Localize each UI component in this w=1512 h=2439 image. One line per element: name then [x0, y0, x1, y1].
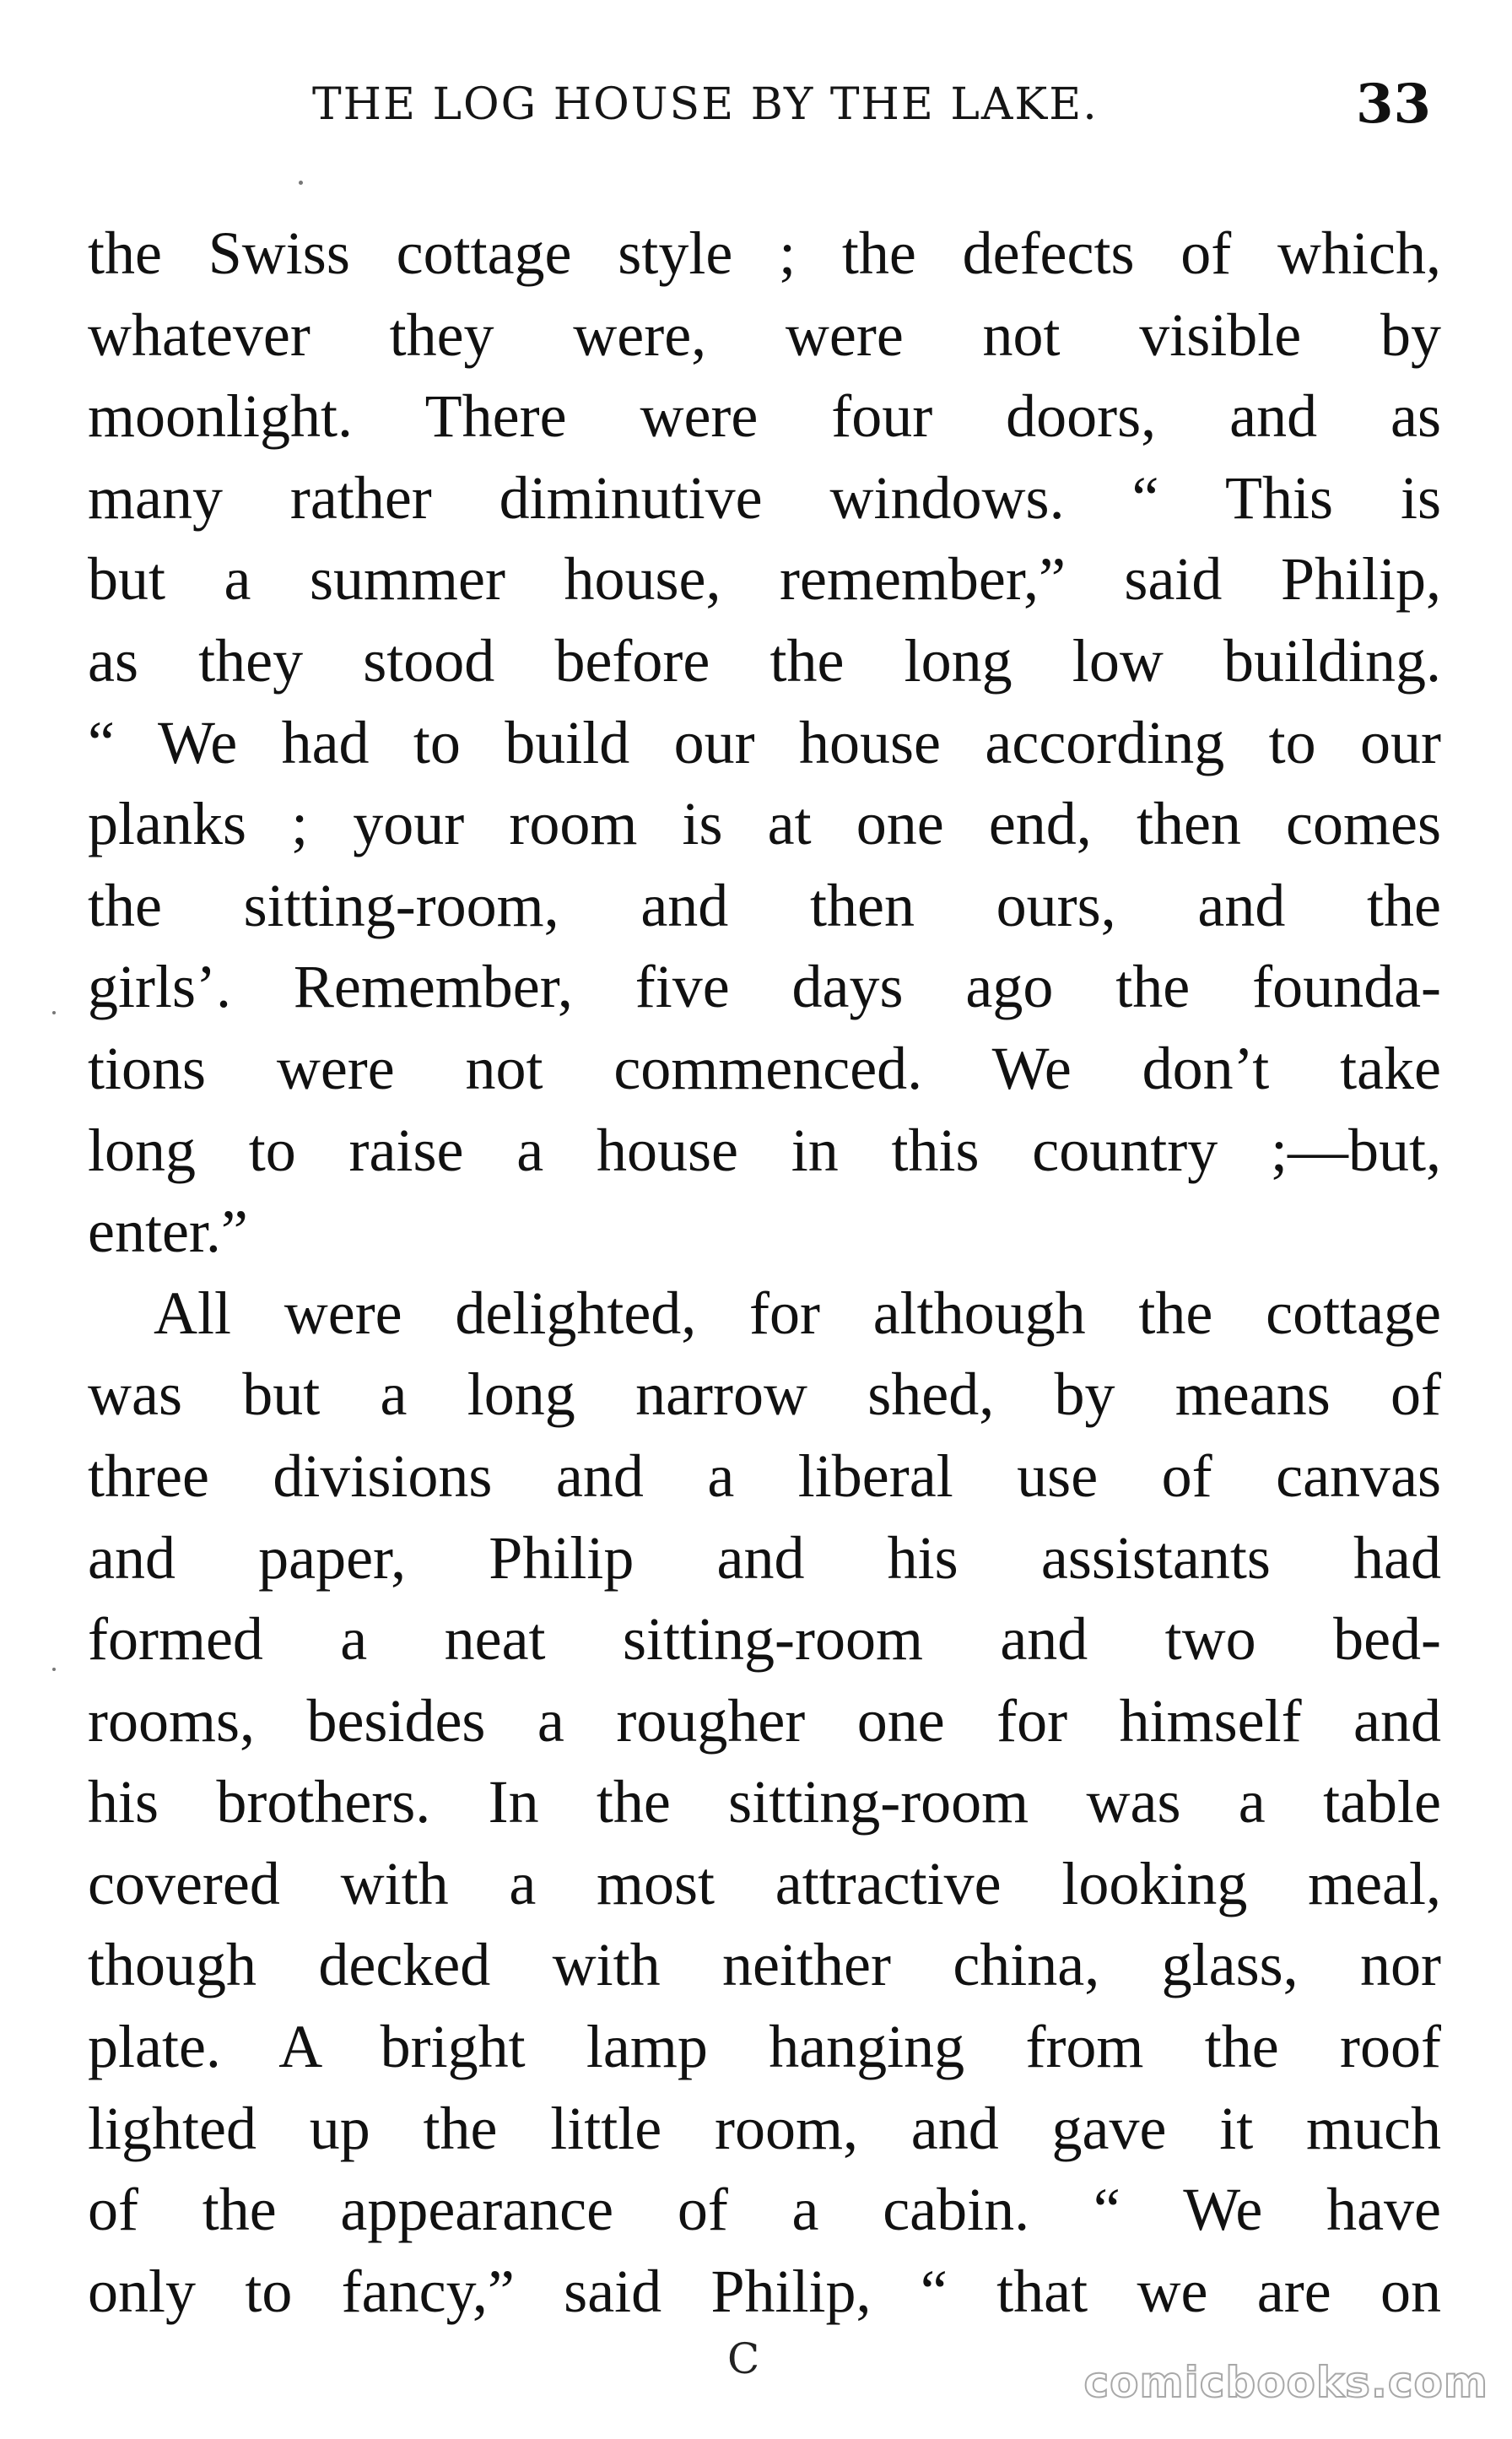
text-line: formed a neat sitting-room and two bed- [88, 1605, 1441, 1674]
ink-speck [52, 1011, 56, 1014]
watermark: comicbooks.com [1083, 2358, 1488, 2407]
body-text [88, 213, 1441, 2332]
text-line: long to raise a house in this country ;—but, [88, 1116, 1441, 1184]
text-line: his brothers. In the sitting-room was a table [88, 1768, 1441, 1836]
text-line: three divisions and a liberal use of canvas [88, 1441, 1441, 1510]
text-line: only to fancy,” said Philip, “ that we are on [88, 2257, 1441, 2325]
text-line: of the appearance of a cabin. “ We have [88, 2176, 1441, 2244]
text-line: but a summer house, remember,” said Philip, [88, 545, 1441, 614]
text-line: though decked with neither china, glass, nor [88, 1931, 1441, 1999]
text-line: and paper, Philip and his assistants had [88, 1523, 1441, 1592]
text-line: moonlight. There were four doors, and as [88, 382, 1441, 451]
text-line: whatever they were, were not visible by [88, 300, 1441, 369]
text-line: plate. A bright lamp hanging from the roof [88, 2013, 1441, 2081]
text-line: All were delighted, for although the cottage [154, 1279, 1441, 1347]
running-head: THE LOG HOUSE BY THE LAKE. [312, 79, 1099, 130]
text-line: lighted up the little room, and gave it much [88, 2094, 1441, 2162]
text-line: covered with a most attractive looking meal, [88, 1849, 1441, 1917]
page-number: 33 [1355, 73, 1431, 136]
text-line: was but a long narrow shed, by means of [88, 1360, 1441, 1429]
text-line: the sitting-room, and then ours, and the [88, 871, 1441, 939]
text-line: “ We had to build our house according to our [88, 708, 1441, 776]
text-line: girls’. Remember, five days ago the founda- [88, 953, 1441, 1021]
text-line: planks ; your room is at one end, then comes [88, 790, 1441, 858]
text-line: as they stood before the long low building. [88, 626, 1441, 695]
ink-speck [299, 181, 303, 185]
text-line: rooms, besides a rougher one for himself and [88, 1686, 1441, 1755]
ink-speck [52, 1668, 56, 1671]
text-line: tions were not commenced. We don’t take [88, 1034, 1441, 1102]
text-line: many rather diminutive windows. “ This is [88, 463, 1441, 532]
signature-mark: C [727, 2334, 760, 2383]
text-line: enter.” [88, 1198, 248, 1266]
text-line: the Swiss cottage style ; the defects of which, [88, 219, 1441, 287]
